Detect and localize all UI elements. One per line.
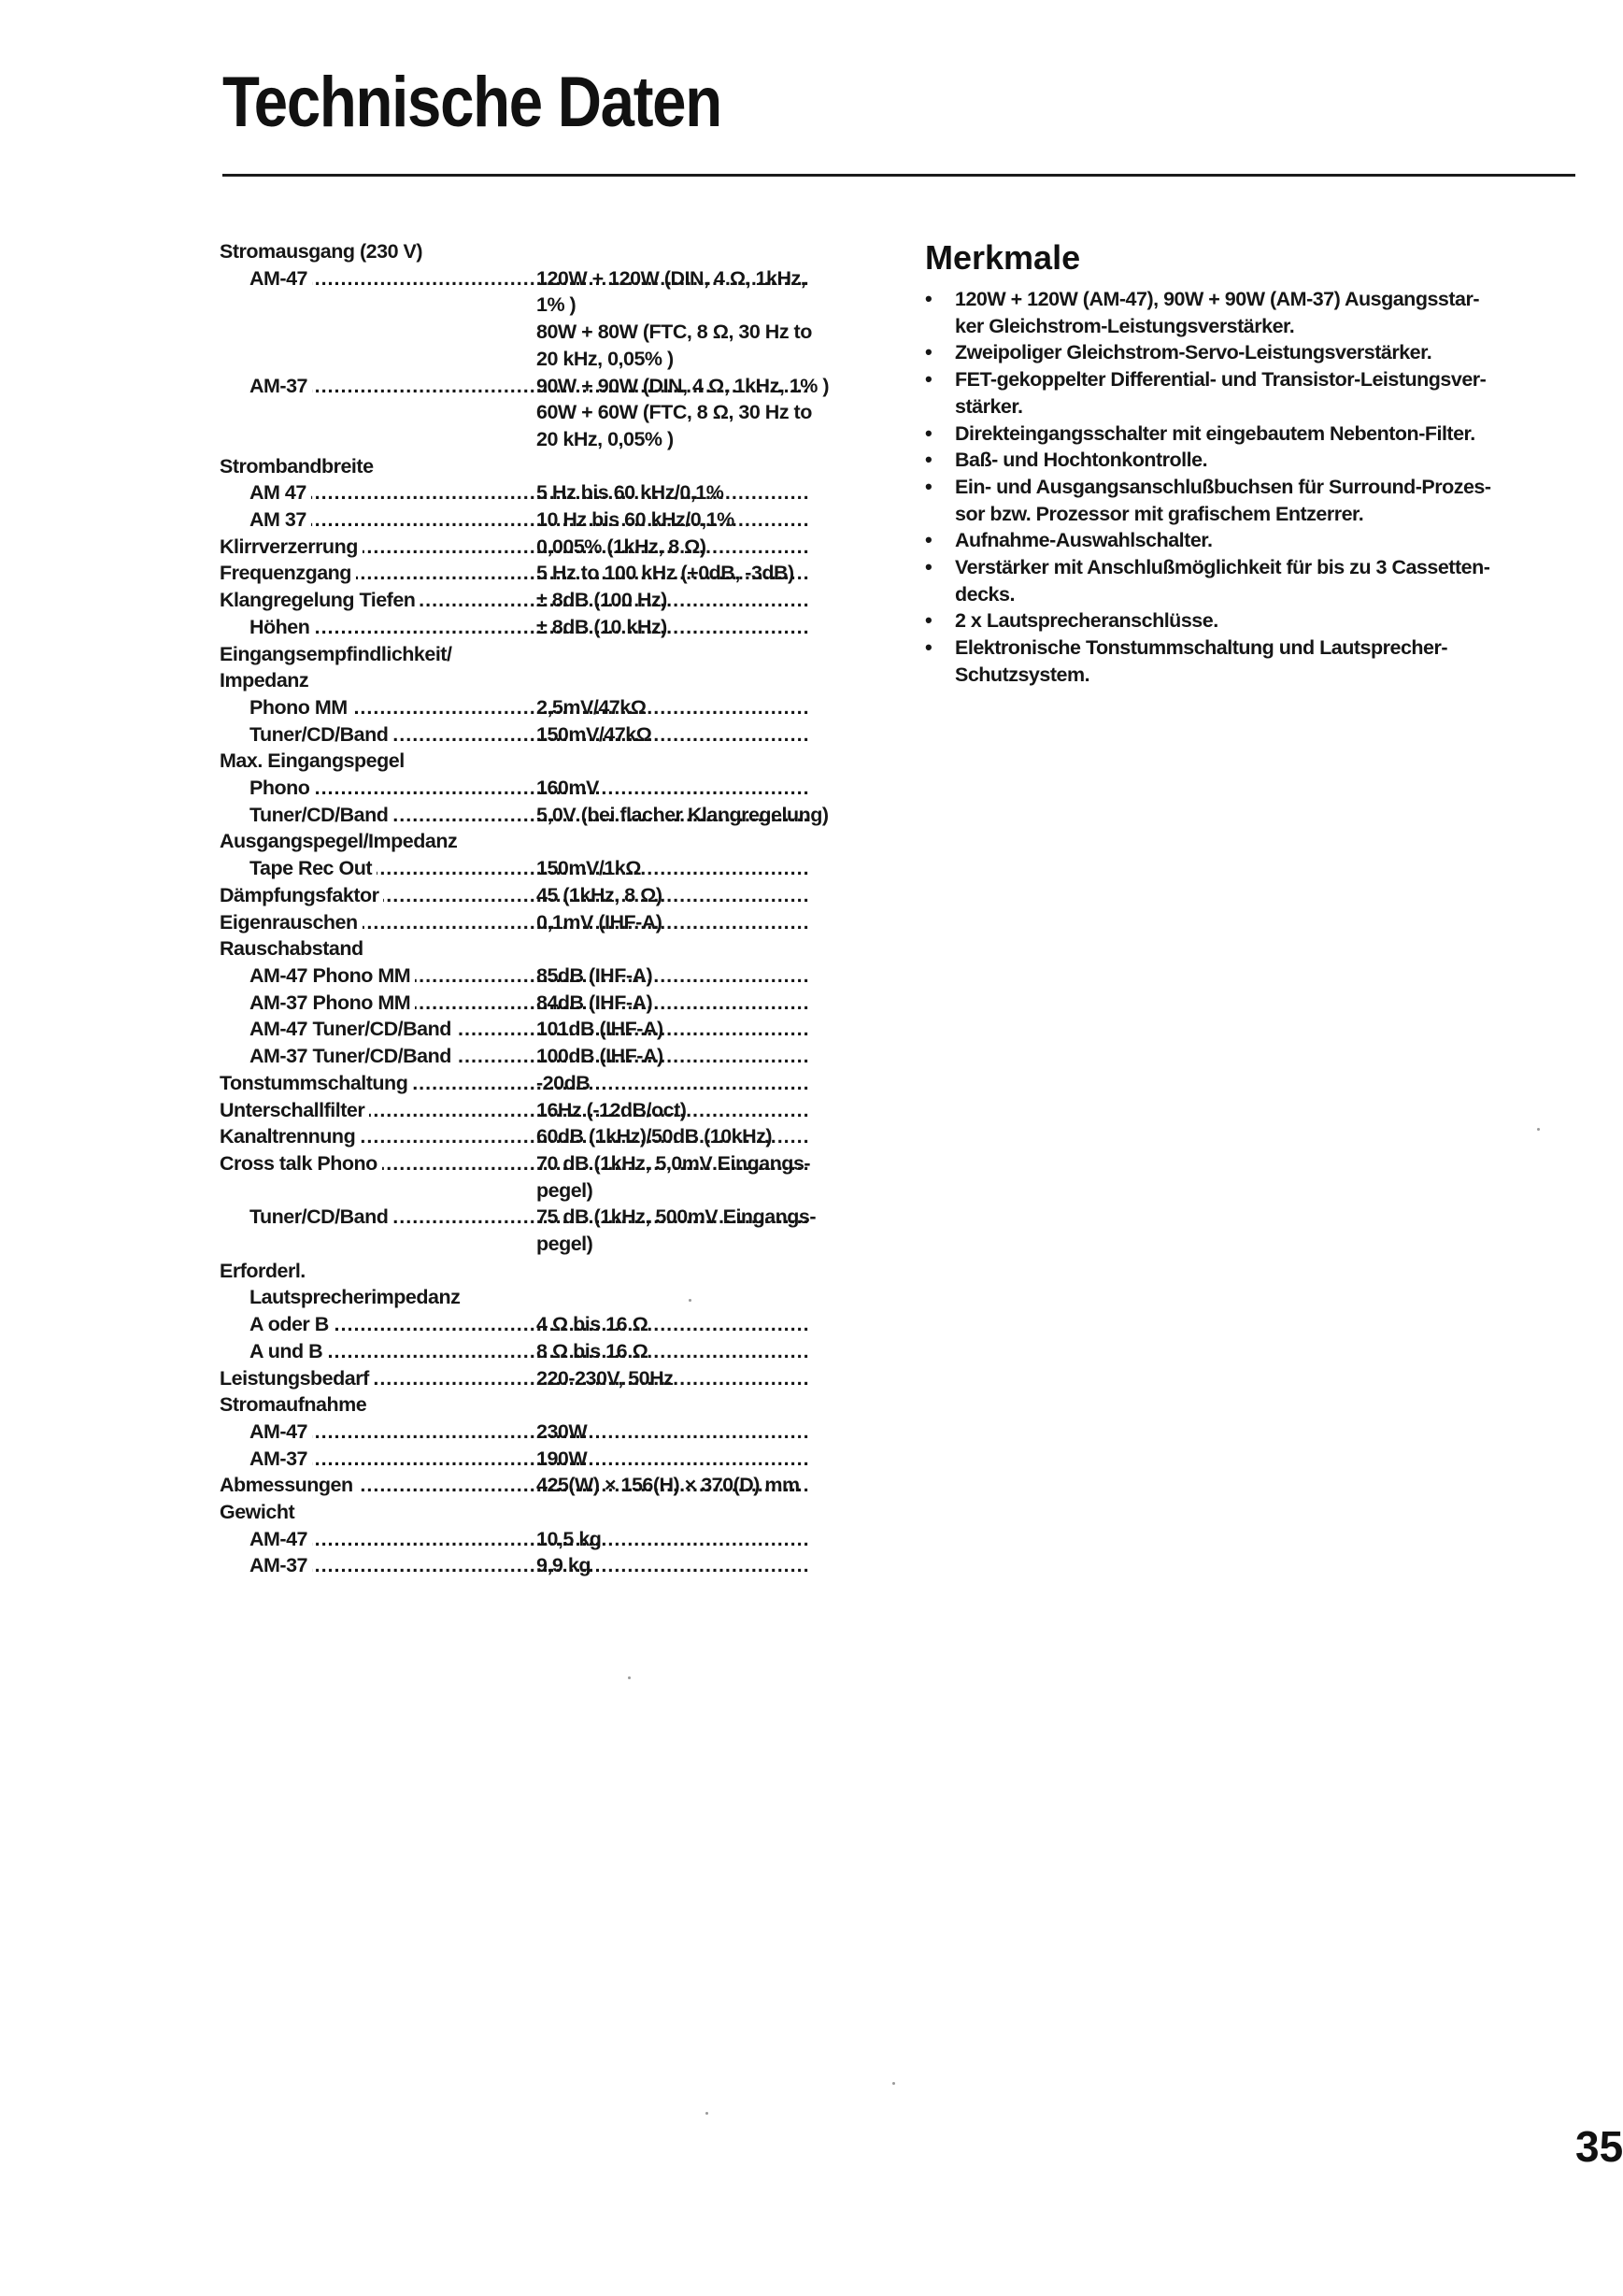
spec-label: Frequenzgang: [217, 562, 356, 584]
spec-row: [217, 775, 890, 802]
feature-text: • Verstärker mit Anschlußmöglichkeit für bis zu 3 Cassetten-: [955, 556, 1490, 579]
spec-row: [217, 1311, 890, 1338]
spec-row: [217, 614, 890, 641]
page-number: 35: [1575, 2122, 1623, 2171]
spec-row: [217, 506, 890, 534]
spec-label: AM-37: [217, 1554, 312, 1576]
spec-heading: Rauschabstand: [220, 937, 363, 961]
features-section: [925, 239, 1575, 689]
scan-speck: [689, 1299, 691, 1302]
feature-item: [925, 635, 1575, 688]
feature-item: [925, 554, 1575, 607]
spec-heading: Strombandbreite: [220, 454, 374, 478]
spec-value: 1% ): [536, 293, 577, 317]
spec-row: [217, 1472, 890, 1499]
spec-value: 75 dB (1kHz, 500mV Eingangs-: [536, 1205, 817, 1229]
spec-row: [217, 1365, 890, 1392]
spec-row: [217, 1043, 890, 1070]
spec-heading: Gewicht: [220, 1501, 295, 1524]
features-heading: Merkmale: [925, 238, 1081, 277]
spec-row: [217, 1338, 890, 1365]
spec-value: 5,0V (bei flacher Klangregelung): [536, 803, 829, 826]
spec-label: Cross talk Phono: [217, 1152, 382, 1175]
spec-label: Tuner/CD/Band: [217, 1205, 392, 1228]
spec-value: 60W + 60W (FTC, 8 Ω, 30 Hz to: [536, 401, 812, 424]
spec-value: pegel): [536, 1178, 593, 1202]
spec-value: 190W: [536, 1447, 588, 1470]
spec-label: AM 47: [217, 481, 311, 504]
spec-value: 425(W) × 156(H) × 370(D) mm: [536, 1474, 800, 1497]
spec-row: [217, 990, 890, 1017]
spec-row: [217, 560, 890, 587]
scan-speck: [705, 2112, 708, 2115]
feature-text: • Aufnahme-Auswahlschalter.: [955, 529, 1213, 552]
feature-text: • 120W + 120W (AM-47), 90W + 90W (AM-37) Ausgangsstar-: [955, 288, 1480, 310]
spec-row: [217, 479, 890, 506]
spec-row: [217, 1150, 890, 1204]
feature-item: [925, 339, 1575, 366]
spec-value: 16Hz (-12dB/oct): [536, 1098, 687, 1121]
spec-value: 20 kHz, 0,05% ): [536, 427, 674, 450]
spec-value: ± 8dB (10 kHz): [536, 615, 667, 638]
feature-text: • FET-gekoppelter Differential- und Transistor-Leistungsver-: [955, 368, 1487, 392]
spec-label: AM-37: [217, 1447, 312, 1470]
spec-row: [217, 909, 890, 936]
spec-value: ± 8dB (100 Hz): [536, 589, 667, 612]
spec-label: AM-47 Tuner/CD/Band: [217, 1018, 456, 1040]
spec-row: [217, 1097, 890, 1124]
spec-label: Klirrverzerrung: [217, 535, 363, 558]
spec-value: -20dB: [536, 1071, 591, 1094]
spec-label: Abmessungen: [217, 1474, 358, 1496]
spec-label: Leistungsbedarf: [217, 1367, 374, 1390]
spec-row: [217, 587, 890, 614]
spec-label: Tuner/CD/Band: [217, 723, 392, 746]
spec-value: 60dB (1kHz)/50dB (10kHz): [536, 1125, 773, 1148]
spec-row: [217, 1446, 890, 1473]
feature-item: [925, 527, 1575, 554]
features-list: [925, 286, 1575, 689]
feature-text: ker Gleichstrom-Leistungsverstärker.: [955, 314, 1295, 337]
scan-speck: [892, 2082, 895, 2085]
scan-speck: [1537, 1128, 1540, 1131]
spec-label: AM-47: [217, 267, 312, 290]
spec-value: 5 Hz bis 60 kHz/0,1%: [536, 481, 724, 505]
spec-label: Phono: [217, 777, 314, 799]
spec-heading: Lautsprecherimpedanz: [249, 1286, 461, 1309]
spec-label: AM-37 Phono MM: [217, 991, 415, 1014]
spec-label: A oder B: [217, 1313, 334, 1335]
spec-heading: Eingangsempfindlichkeit/: [220, 642, 452, 665]
spec-value: 80W + 80W (FTC, 8 Ω, 30 Hz to: [536, 321, 812, 344]
spec-value: 84dB (IHF-A): [536, 991, 653, 1014]
spec-label: Phono MM: [217, 696, 352, 719]
spec-label: AM-47: [217, 1528, 312, 1550]
spec-value: 0,1mV (IHF-A): [536, 910, 662, 934]
spec-label: Tuner/CD/Band: [217, 804, 392, 826]
feature-text: • Zweipoliger Gleichstrom-Servo-Leistungsverstärker.: [955, 341, 1432, 364]
spec-row: [217, 373, 890, 453]
spec-value: 70 dB (1kHz, 5,0mV Eingangs-: [536, 1151, 811, 1175]
feature-item: [925, 366, 1575, 420]
spec-value: 120W + 120W (DIN, 4 Ω, 1kHz,: [536, 266, 806, 290]
spec-label: Tonstummschaltung: [217, 1072, 412, 1094]
spec-row: [217, 855, 890, 882]
spec-value: 101dB (IHF-A): [536, 1018, 663, 1041]
spec-row: [217, 1123, 890, 1150]
feature-text: sor bzw. Prozessor mit grafischem Entzerrer.: [955, 502, 1364, 525]
spec-row: [217, 1526, 890, 1553]
feature-text: stärker.: [955, 394, 1023, 418]
feature-item: [925, 447, 1575, 474]
feature-text: • Direkteingangsschalter mit eingebautem Nebenton-Filter.: [955, 421, 1475, 445]
spec-label: AM-47: [217, 1420, 312, 1443]
spec-label: Höhen: [217, 616, 314, 638]
spec-value: 100dB (IHF-A): [536, 1045, 663, 1068]
spec-row: [217, 882, 890, 909]
spec-heading: Stromaufnahme: [220, 1393, 367, 1417]
spec-row: [217, 1204, 890, 1257]
spec-label: AM-47 Phono MM: [217, 964, 415, 987]
spec-row: [217, 802, 890, 829]
feature-text: decks.: [955, 582, 1015, 606]
spec-row: [217, 1552, 890, 1579]
spec-value: 45 (1kHz, 8 Ω): [536, 883, 662, 906]
feature-item: [925, 607, 1575, 635]
title-divider: [222, 174, 1575, 177]
spec-label: Kanaltrennung: [217, 1125, 360, 1148]
spec-label: A und B: [217, 1340, 327, 1362]
spec-value: 150mV/1kΩ: [536, 857, 641, 880]
spec-row: [217, 694, 890, 721]
feature-text: • 2 x Lautsprecheranschlüsse.: [955, 609, 1218, 633]
feature-item: [925, 421, 1575, 448]
spec-row: [217, 1016, 890, 1043]
spec-value: 4 Ω bis 16 Ω: [536, 1313, 648, 1336]
scan-speck: [628, 1676, 631, 1679]
spec-label: Eigenrauschen: [217, 911, 363, 934]
feature-text: • Baß- und Hochtonkontrolle.: [955, 449, 1208, 472]
spec-row: [217, 721, 890, 749]
feature-text: Schutzsystem.: [955, 663, 1090, 686]
feature-item: [925, 286, 1575, 339]
spec-value: 90W + 90W (DIN, 4 Ω, 1kHz, 1% ): [536, 374, 829, 397]
page-title: Technische Daten: [222, 63, 721, 142]
spec-heading: Ausgangspegel/Impedanz: [220, 830, 458, 853]
spec-row: [217, 265, 890, 373]
technical-specifications: [217, 238, 890, 1579]
spec-value: 8 Ω bis 16 Ω: [536, 1339, 648, 1362]
spec-value: pegel): [536, 1233, 593, 1256]
spec-value: 85dB (IHF-A): [536, 963, 653, 987]
feature-text: • Ein- und Ausgangsanschlußbuchsen für Surround-Prozes-: [955, 475, 1491, 498]
spec-label: AM 37: [217, 508, 311, 531]
spec-row: [217, 1419, 890, 1446]
spec-row: [217, 963, 890, 990]
spec-row: [217, 1070, 890, 1097]
spec-label: Unterschallfilter: [217, 1099, 369, 1121]
spec-value: 0,005% (1kHz, 8 Ω): [536, 535, 706, 558]
spec-value: 20 kHz, 0,05% ): [536, 347, 674, 370]
spec-row: [217, 534, 890, 561]
spec-label: Dämpfungsfaktor: [217, 884, 383, 906]
spec-heading: Erforderl.: [220, 1259, 306, 1282]
spec-value: 230W: [536, 1419, 588, 1443]
spec-value: 2,5mV/47kΩ: [536, 695, 647, 719]
spec-heading: Impedanz: [220, 669, 309, 692]
feature-item: [925, 474, 1575, 527]
spec-label: AM-37: [217, 375, 312, 397]
spec-value: 10 Hz bis 60 kHz/0,1%: [536, 508, 734, 532]
spec-value: 10,5 kg: [536, 1527, 602, 1550]
spec-value: 150mV/47kΩ: [536, 722, 652, 746]
spec-value: 220-230V, 50Hz: [536, 1366, 674, 1390]
feature-text: • Elektronische Tonstummschaltung und Lautsprecher-: [955, 636, 1448, 660]
spec-label: Klangregelung Tiefen: [217, 589, 420, 611]
spec-heading: Stromausgang (230 V): [220, 240, 422, 263]
spec-heading: Max. Eingangspegel: [220, 749, 405, 773]
spec-label: AM-37 Tuner/CD/Band: [217, 1045, 456, 1067]
spec-value: 9,9 kg: [536, 1554, 591, 1577]
spec-label: Tape Rec Out: [217, 857, 377, 879]
spec-value: 5 Hz to 100 kHz (+0dB, -3dB): [536, 562, 794, 585]
spec-value: 160mV: [536, 777, 599, 800]
